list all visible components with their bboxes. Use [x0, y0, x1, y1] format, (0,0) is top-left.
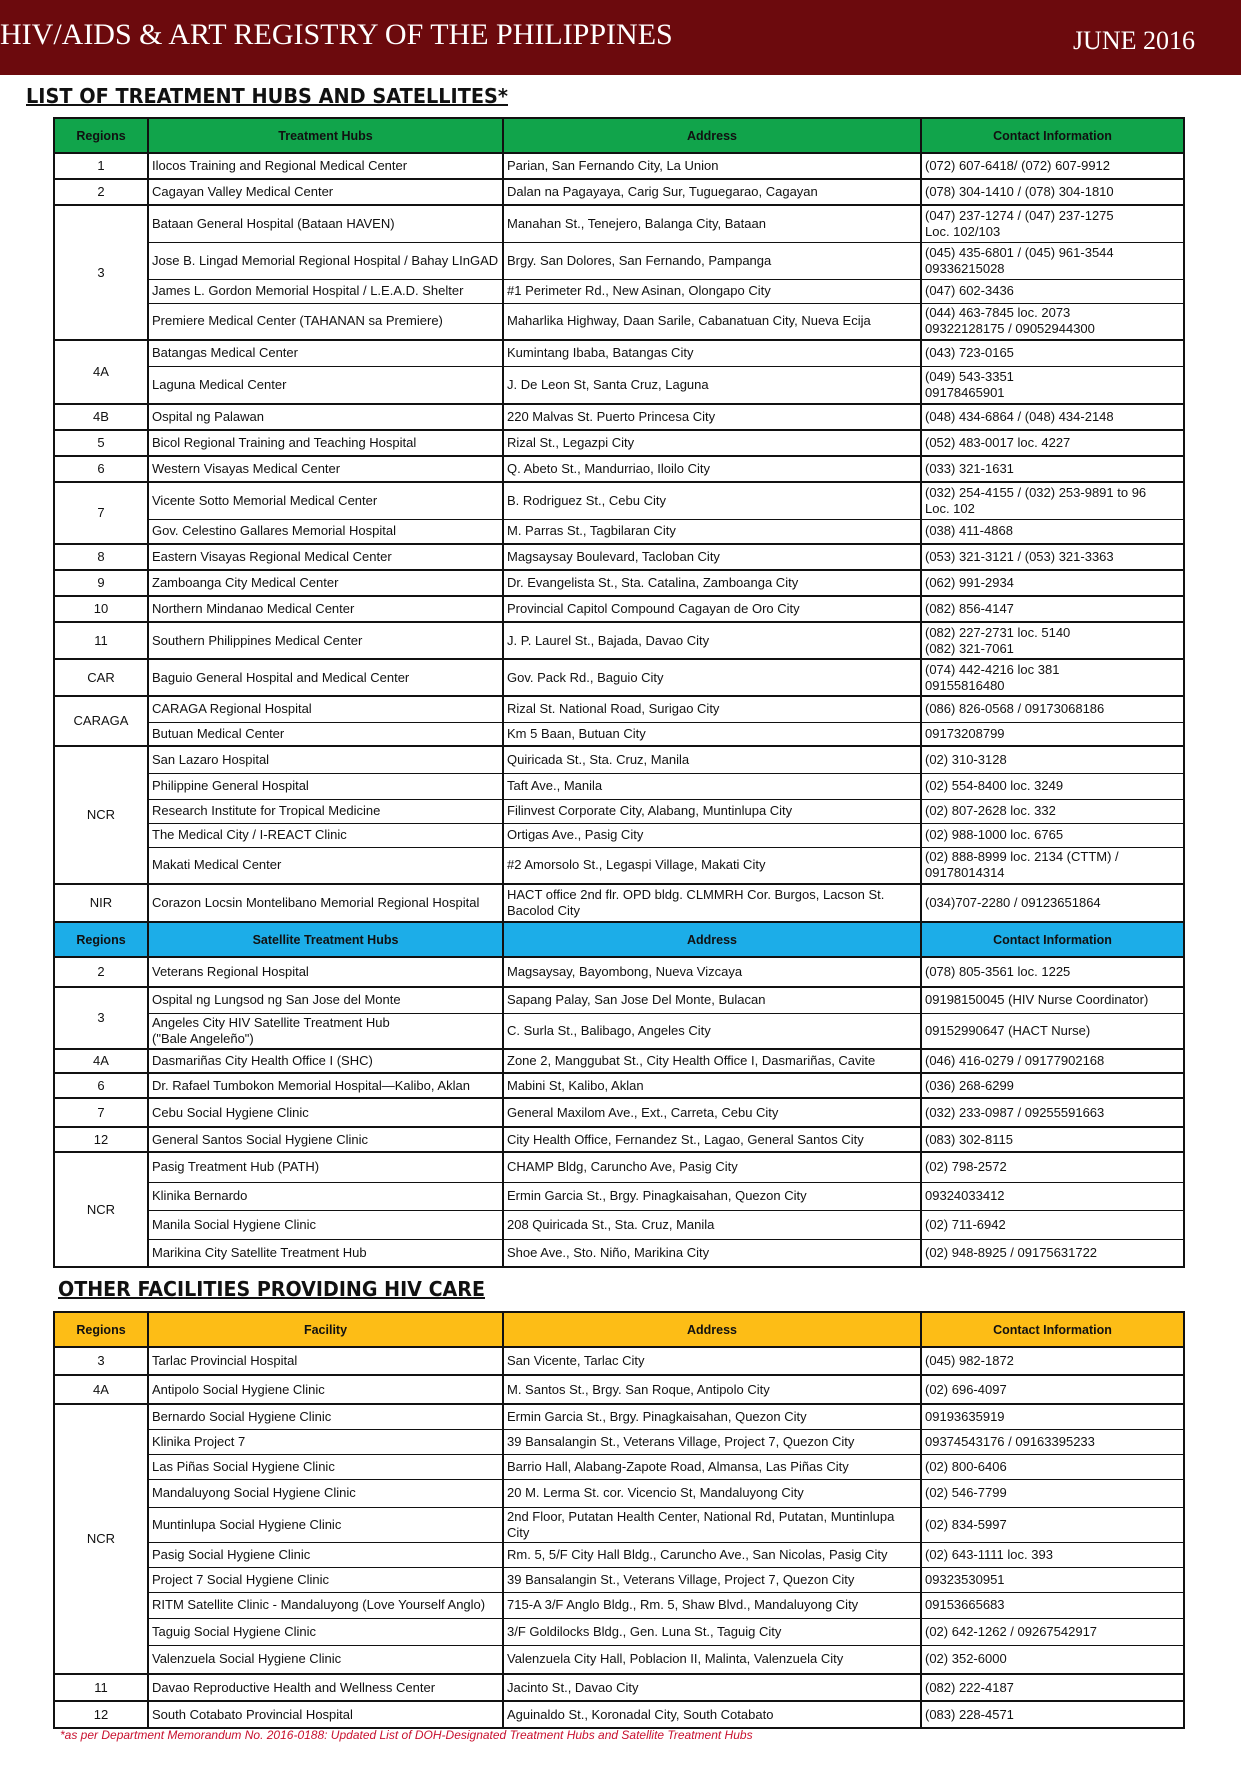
table-row	[54, 153, 1184, 179]
contact-cell: (02) 696-4097	[921, 1375, 1184, 1404]
table-row	[54, 987, 1184, 1013]
facility-name-cell: Jose B. Lingad Memorial Regional Hospital / Bahay LInGAD	[148, 242, 503, 279]
contact-cell: (02) 310-3128	[921, 746, 1184, 773]
region-cell: 3	[54, 1347, 148, 1375]
contact-cell: (02) 807-2628 loc. 332	[921, 799, 1184, 823]
region-cell: 3	[54, 987, 148, 1049]
contact-cell: 09153665683	[921, 1592, 1184, 1618]
facility-name-cell: James L. Gordon Memorial Hospital / L.E.A.D. Shelter	[148, 279, 503, 303]
address-cell: Sapang Palay, San Jose Del Monte, Bulacan	[503, 987, 921, 1013]
table-row	[54, 1645, 1184, 1674]
contact-cell: (053) 321-3121 / (053) 321-3363	[921, 544, 1184, 570]
facility-name-cell: South Cotabato Provincial Hospital	[148, 1701, 503, 1728]
table-row	[54, 1542, 1184, 1567]
region-cell: NIR	[54, 884, 148, 922]
region-cell: NCR	[54, 746, 148, 884]
table-row	[54, 1592, 1184, 1618]
table-row	[54, 404, 1184, 430]
registry-title: HIV/AIDS & ART REGISTRY OF THE PHILIPPINES	[0, 18, 673, 51]
table-row	[54, 1210, 1184, 1239]
address-cell: Ermin Garcia St., Brgy. Pinagkaisahan, Quezon City	[503, 1182, 921, 1210]
address-cell: 220 Malvas St. Puerto Princesa City	[503, 404, 921, 430]
column-header-satellite-hubs: Satellite Treatment Hubs	[148, 922, 503, 957]
table-row	[54, 1567, 1184, 1592]
facility-name-cell: Manila Social Hygiene Clinic	[148, 1210, 503, 1239]
contact-cell: (086) 826-0568 / 09173068186	[921, 696, 1184, 722]
address-cell: Rizal St. National Road, Surigao City	[503, 696, 921, 722]
table-row	[54, 1454, 1184, 1479]
column-header-address: Address	[503, 118, 921, 153]
region-cell: 7	[54, 1098, 148, 1127]
table-row	[54, 279, 1184, 303]
facility-name-cell: Pasig Social Hygiene Clinic	[148, 1542, 503, 1567]
column-header-facility: Facility	[148, 1312, 503, 1347]
facility-name-cell: Ospital ng Palawan	[148, 404, 503, 430]
facility-name-cell: Bataan General Hospital (Bataan HAVEN)	[148, 205, 503, 242]
facility-name-cell: General Santos Social Hygiene Clinic	[148, 1127, 503, 1152]
address-cell: Ortigas Ave., Pasig City	[503, 823, 921, 847]
facility-name-cell: Cagayan Valley Medical Center	[148, 179, 503, 205]
treatment-hubs-table-header	[54, 118, 1184, 153]
region-cell: CARAGA	[54, 696, 148, 746]
column-header-regions: Regions	[54, 922, 148, 957]
facility-name-cell: Cebu Social Hygiene Clinic	[148, 1098, 503, 1127]
facility-name-cell: CARAGA Regional Hospital	[148, 696, 503, 722]
region-cell: 3	[54, 205, 148, 340]
table-row	[54, 957, 1184, 987]
address-cell: San Vicente, Tarlac City	[503, 1347, 921, 1375]
contact-cell: (02) 711-6942	[921, 1210, 1184, 1239]
facility-name-cell: Muntinlupa Social Hygiene Clinic	[148, 1507, 503, 1542]
facility-name-cell: Premiere Medical Center (TAHANAN sa Premiere)	[148, 303, 503, 340]
other-facilities-body	[54, 1347, 1184, 1728]
facility-name-cell: Klinika Project 7	[148, 1429, 503, 1454]
contact-cell: (062) 991-2934	[921, 570, 1184, 596]
footnote: *as per Department Memorandum No. 2016-0188: Updated List of DOH-Designated Treatment Hubs and Satellite Treatment Hubs	[60, 1728, 753, 1742]
address-cell: Magsaysay, Bayombong, Nueva Vizcaya	[503, 957, 921, 987]
facility-name-cell: Corazon Locsin Montelibano Memorial Regional Hospital	[148, 884, 503, 922]
contact-cell: (074) 442-4216 loc 381 09155816480	[921, 659, 1184, 696]
facility-name-cell: Antipolo Social Hygiene Clinic	[148, 1375, 503, 1404]
table-row	[54, 722, 1184, 746]
facility-name-cell: Western Visayas Medical Center	[148, 456, 503, 482]
address-cell: Shoe Ave., Sto. Niño, Marikina City	[503, 1239, 921, 1267]
address-cell: Aguinaldo St., Koronadal City, South Cotabato	[503, 1701, 921, 1728]
table-row	[54, 1347, 1184, 1375]
table-row	[54, 659, 1184, 696]
header-banner	[0, 0, 1241, 75]
facility-name-cell: Batangas Medical Center	[148, 340, 503, 366]
region-cell: 4A	[54, 340, 148, 404]
address-cell: 715-A 3/F Anglo Bldg., Rm. 5, Shaw Blvd., Mandaluyong City	[503, 1592, 921, 1618]
contact-cell: (02) 948-8925 / 09175631722	[921, 1239, 1184, 1267]
contact-cell: (078) 304-1410 / (078) 304-1810	[921, 179, 1184, 205]
region-cell: 4A	[54, 1375, 148, 1404]
address-cell: City Health Office, Fernandez St., Lagao, General Santos City	[503, 1127, 921, 1152]
column-header-address: Address	[503, 922, 921, 957]
table-row	[54, 1182, 1184, 1210]
table-row	[54, 823, 1184, 847]
address-cell: Kumintang Ibaba, Batangas City	[503, 340, 921, 366]
region-cell: 6	[54, 456, 148, 482]
address-cell: Dalan na Pagayaya, Carig Sur, Tuguegarao, Cagayan	[503, 179, 921, 205]
region-cell: 1	[54, 153, 148, 179]
region-cell: 6	[54, 1073, 148, 1098]
contact-cell: (038) 411-4868	[921, 519, 1184, 544]
facility-name-cell: Davao Reproductive Health and Wellness Center	[148, 1674, 503, 1701]
contact-cell: (048) 434-6864 / (048) 434-2148	[921, 404, 1184, 430]
table-row	[54, 1073, 1184, 1098]
contact-cell: (078) 805-3561 loc. 1225	[921, 957, 1184, 987]
contact-cell: (032) 254-4155 / (032) 253-9891 to 96 Loc. 102	[921, 482, 1184, 519]
region-cell: 7	[54, 482, 148, 544]
facility-name-cell: Mandaluyong Social Hygiene Clinic	[148, 1479, 503, 1507]
address-cell: J. P. Laurel St., Bajada, Davao City	[503, 622, 921, 659]
facility-name-cell: Ospital ng Lungsod ng San Jose del Monte	[148, 987, 503, 1013]
facility-name-cell: Bicol Regional Training and Teaching Hospital	[148, 430, 503, 456]
address-cell: Zone 2, Manggubat St., City Health Office I, Dasmariñas, Cavite	[503, 1049, 921, 1073]
contact-cell: (047) 237-1274 / (047) 237-1275 Loc. 102/103	[921, 205, 1184, 242]
contact-cell: (02) 643-1111 loc. 393	[921, 1542, 1184, 1567]
facility-name-cell: Research Institute for Tropical Medicine	[148, 799, 503, 823]
contact-cell: (044) 463-7845 loc. 2073 09322128175 / 09052944300	[921, 303, 1184, 340]
contact-cell: (033) 321-1631	[921, 456, 1184, 482]
facility-name-cell: Gov. Celestino Gallares Memorial Hospital	[148, 519, 503, 544]
table-row	[54, 847, 1184, 884]
address-cell: Maharlika Highway, Daan Sarile, Cabanatuan City, Nueva Ecija	[503, 303, 921, 340]
contact-cell: (052) 483-0017 loc. 4227	[921, 430, 1184, 456]
address-cell: CHAMP Bldg, Caruncho Ave, Pasig City	[503, 1152, 921, 1182]
table-row	[54, 179, 1184, 205]
address-cell: HACT office 2nd flr. OPD bldg. CLMMRH Cor. Burgos, Lacson St. Bacolod City	[503, 884, 921, 922]
address-cell: Rm. 5, 5/F City Hall Bldg., Caruncho Ave., San Nicolas, Pasig City	[503, 1542, 921, 1567]
table-row	[54, 430, 1184, 456]
contact-cell: (072) 607-6418/ (072) 607-9912	[921, 153, 1184, 179]
contact-cell: 09193635919	[921, 1404, 1184, 1429]
table-row	[54, 544, 1184, 570]
facility-name-cell: Southern Philippines Medical Center	[148, 622, 503, 659]
facility-name-cell: Klinika Bernardo	[148, 1182, 503, 1210]
facility-name-cell: Northern Mindanao Medical Center	[148, 596, 503, 622]
table-row	[54, 1049, 1184, 1073]
address-cell: M. Parras St., Tagbilaran City	[503, 519, 921, 544]
address-cell: Quiricada St., Sta. Cruz, Manila	[503, 746, 921, 773]
facility-name-cell: Makati Medical Center	[148, 847, 503, 884]
facility-name-cell: Vicente Sotto Memorial Medical Center	[148, 482, 503, 519]
contact-cell: (049) 543-3351 09178465901	[921, 366, 1184, 404]
facility-name-cell: Valenzuela Social Hygiene Clinic	[148, 1645, 503, 1674]
address-cell: Brgy. San Dolores, San Fernando, Pampanga	[503, 242, 921, 279]
contact-cell: (032) 233-0987 / 09255591663	[921, 1098, 1184, 1127]
facility-name-cell: Laguna Medical Center	[148, 366, 503, 404]
region-cell: 10	[54, 596, 148, 622]
contact-cell: (02) 888-8999 loc. 2134 (CTTM) / 09178014314	[921, 847, 1184, 884]
region-cell: NCR	[54, 1152, 148, 1267]
facility-name-cell: Marikina City Satellite Treatment Hub	[148, 1239, 503, 1267]
facility-name-cell: Veterans Regional Hospital	[148, 957, 503, 987]
table-row	[54, 622, 1184, 659]
column-header-contact: Contact Information	[921, 118, 1184, 153]
address-cell: #1 Perimeter Rd., New Asinan, Olongapo City	[503, 279, 921, 303]
facility-name-cell: Angeles City HIV Satellite Treatment Hub ("Bale Angeleño")	[148, 1013, 503, 1049]
contact-cell: 09198150045 (HIV Nurse Coordinator)	[921, 987, 1184, 1013]
table-row	[54, 1152, 1184, 1182]
contact-cell: (083) 228-4571	[921, 1701, 1184, 1728]
contact-cell: (083) 302-8115	[921, 1127, 1184, 1152]
table-row	[54, 482, 1184, 519]
region-cell: 2	[54, 957, 148, 987]
contact-cell: (02) 798-2572	[921, 1152, 1184, 1182]
table-row	[54, 884, 1184, 922]
address-cell: B. Rodriguez St., Cebu City	[503, 482, 921, 519]
table-row	[54, 746, 1184, 773]
facility-name-cell: Zamboanga City Medical Center	[148, 570, 503, 596]
table-row	[54, 1701, 1184, 1728]
address-cell: 39 Bansalangin St., Veterans Village, Project 7, Quezon City	[503, 1429, 921, 1454]
address-cell: Taft Ave., Manila	[503, 773, 921, 799]
region-cell: 11	[54, 622, 148, 659]
facility-name-cell: Project 7 Social Hygiene Clinic	[148, 1567, 503, 1592]
report-date: JUNE 2016	[1072, 26, 1195, 55]
address-cell: 3/F Goldilocks Bldg., Gen. Luna St., Taguig City	[503, 1618, 921, 1645]
table-row	[54, 1013, 1184, 1049]
facility-name-cell: Taguig Social Hygiene Clinic	[148, 1618, 503, 1645]
facility-name-cell: RITM Satellite Clinic - Mandaluyong (Love Yourself Anglo)	[148, 1592, 503, 1618]
other-facilities-table	[53, 1311, 1185, 1729]
address-cell: Parian, San Fernando City, La Union	[503, 153, 921, 179]
contact-cell: (047) 602-3436	[921, 279, 1184, 303]
region-cell: 4B	[54, 404, 148, 430]
address-cell: #2 Amorsolo St., Legaspi Village, Makati City	[503, 847, 921, 884]
contact-cell: (02) 642-1262 / 09267542917	[921, 1618, 1184, 1645]
table-row	[54, 242, 1184, 279]
address-cell: 208 Quiricada St., Sta. Cruz, Manila	[503, 1210, 921, 1239]
region-cell: 2	[54, 179, 148, 205]
table-row	[54, 1429, 1184, 1454]
facility-name-cell: Baguio General Hospital and Medical Center	[148, 659, 503, 696]
contact-cell: (043) 723-0165	[921, 340, 1184, 366]
contact-cell: (02) 988-1000 loc. 6765	[921, 823, 1184, 847]
contact-cell: 09323530951	[921, 1567, 1184, 1592]
contact-cell: (02) 546-7799	[921, 1479, 1184, 1507]
table-row	[54, 1239, 1184, 1267]
treatment-hubs-body	[54, 153, 1184, 922]
facility-name-cell: Las Piñas Social Hygiene Clinic	[148, 1454, 503, 1479]
table-row	[54, 570, 1184, 596]
table-row	[54, 1127, 1184, 1152]
facility-name-cell: Pasig Treatment Hub (PATH)	[148, 1152, 503, 1182]
region-cell: 12	[54, 1701, 148, 1728]
table-row	[54, 773, 1184, 799]
facility-name-cell: Eastern Visayas Regional Medical Center	[148, 544, 503, 570]
satellite-hubs-table	[53, 921, 1185, 1268]
table-row	[54, 596, 1184, 622]
address-cell: General Maxilom Ave., Ext., Carreta, Cebu City	[503, 1098, 921, 1127]
address-cell: Gov. Pack Rd., Baguio City	[503, 659, 921, 696]
facility-name-cell: The Medical City / I-REACT Clinic	[148, 823, 503, 847]
section-title-treatment-hubs: LIST OF TREATMENT HUBS AND SATELLITES*	[26, 84, 508, 108]
address-cell: Q. Abeto St., Mandurriao, Iloilo City	[503, 456, 921, 482]
region-cell: 5	[54, 430, 148, 456]
facility-name-cell: Dasmariñas City Health Office I (SHC)	[148, 1049, 503, 1073]
table-row	[54, 696, 1184, 722]
address-cell: 20 M. Lerma St. cor. Vicencio St, Mandaluyong City	[503, 1479, 921, 1507]
column-header-treatment-hubs: Treatment Hubs	[148, 118, 503, 153]
table-row	[54, 1618, 1184, 1645]
address-cell: Km 5 Baan, Butuan City	[503, 722, 921, 746]
contact-cell: (082) 222-4187	[921, 1674, 1184, 1701]
address-cell: 39 Bansalangin St., Veterans Village, Project 7, Quezon City	[503, 1567, 921, 1592]
table-row	[54, 1098, 1184, 1127]
contact-cell: 09374543176 / 09163395233	[921, 1429, 1184, 1454]
region-cell: 4A	[54, 1049, 148, 1073]
contact-cell: (045) 435-6801 / (045) 961-3544 09336215028	[921, 242, 1184, 279]
facility-name-cell: Philippine General Hospital	[148, 773, 503, 799]
contact-cell: (036) 268-6299	[921, 1073, 1184, 1098]
region-cell: 11	[54, 1674, 148, 1701]
address-cell: Jacinto St., Davao City	[503, 1674, 921, 1701]
contact-cell: (045) 982-1872	[921, 1347, 1184, 1375]
address-cell: Ermin Garcia St., Brgy. Pinagkaisahan, Quezon City	[503, 1404, 921, 1429]
address-cell: Magsaysay Boulevard, Tacloban City	[503, 544, 921, 570]
region-cell: NCR	[54, 1404, 148, 1674]
satellite-hubs-body	[54, 957, 1184, 1267]
table-row	[54, 205, 1184, 242]
address-cell: Provincial Capitol Compound Cagayan de Oro City	[503, 596, 921, 622]
facility-name-cell: Dr. Rafael Tumbokon Memorial Hospital—Kalibo, Aklan	[148, 1073, 503, 1098]
contact-cell: (02) 800-6406	[921, 1454, 1184, 1479]
address-cell: Filinvest Corporate City, Alabang, Muntinlupa City	[503, 799, 921, 823]
facility-name-cell: Bernardo Social Hygiene Clinic	[148, 1404, 503, 1429]
table-row	[54, 340, 1184, 366]
contact-cell: (082) 227-2731 loc. 5140 (082) 321-7061	[921, 622, 1184, 659]
facility-name-cell: Tarlac Provincial Hospital	[148, 1347, 503, 1375]
facility-name-cell: Ilocos Training and Regional Medical Center	[148, 153, 503, 179]
contact-cell: 09324033412	[921, 1182, 1184, 1210]
table-row	[54, 303, 1184, 340]
table-row	[54, 799, 1184, 823]
table-row	[54, 1404, 1184, 1429]
other-facilities-table-header	[54, 1312, 1184, 1347]
contact-cell: (02) 352-6000	[921, 1645, 1184, 1674]
address-cell: Valenzuela City Hall, Poblacion II, Malinta, Valenzuela City	[503, 1645, 921, 1674]
treatment-hubs-table	[53, 117, 1185, 923]
contact-cell: 09152990647 (HACT Nurse)	[921, 1013, 1184, 1049]
region-cell: 8	[54, 544, 148, 570]
table-row	[54, 1479, 1184, 1507]
facility-name-cell: San Lazaro Hospital	[148, 746, 503, 773]
region-cell: 12	[54, 1127, 148, 1152]
address-cell: 2nd Floor, Putatan Health Center, National Rd, Putatan, Muntinlupa City	[503, 1507, 921, 1542]
contact-cell: (02) 554-8400 loc. 3249	[921, 773, 1184, 799]
region-cell: CAR	[54, 659, 148, 696]
address-cell: Dr. Evangelista St., Sta. Catalina, Zamboanga City	[503, 570, 921, 596]
column-header-regions: Regions	[54, 1312, 148, 1347]
table-row	[54, 366, 1184, 404]
column-header-address: Address	[503, 1312, 921, 1347]
column-header-contact: Contact Information	[921, 1312, 1184, 1347]
table-row	[54, 456, 1184, 482]
address-cell: Barrio Hall, Alabang-Zapote Road, Almansa, Las Piñas City	[503, 1454, 921, 1479]
column-header-contact: Contact Information	[921, 922, 1184, 957]
address-cell: C. Surla St., Balibago, Angeles City	[503, 1013, 921, 1049]
table-row	[54, 1674, 1184, 1701]
column-header-regions: Regions	[54, 118, 148, 153]
address-cell: M. Santos St., Brgy. San Roque, Antipolo City	[503, 1375, 921, 1404]
contact-cell: (082) 856-4147	[921, 596, 1184, 622]
satellite-hubs-table-header	[54, 922, 1184, 957]
table-row	[54, 1507, 1184, 1542]
address-cell: Manahan St., Tenejero, Balanga City, Bataan	[503, 205, 921, 242]
contact-cell: 09173208799	[921, 722, 1184, 746]
region-cell: 9	[54, 570, 148, 596]
facility-name-cell: Butuan Medical Center	[148, 722, 503, 746]
address-cell: Mabini St, Kalibo, Aklan	[503, 1073, 921, 1098]
table-row	[54, 519, 1184, 544]
contact-cell: (02) 834-5997	[921, 1507, 1184, 1542]
address-cell: Rizal St., Legazpi City	[503, 430, 921, 456]
address-cell: J. De Leon St, Santa Cruz, Laguna	[503, 366, 921, 404]
section-title-other-facilities: OTHER FACILITIES PROVIDING HIV CARE	[58, 1277, 485, 1301]
table-row	[54, 1375, 1184, 1404]
contact-cell: (034)707-2280 / 09123651864	[921, 884, 1184, 922]
contact-cell: (046) 416-0279 / 09177902168	[921, 1049, 1184, 1073]
